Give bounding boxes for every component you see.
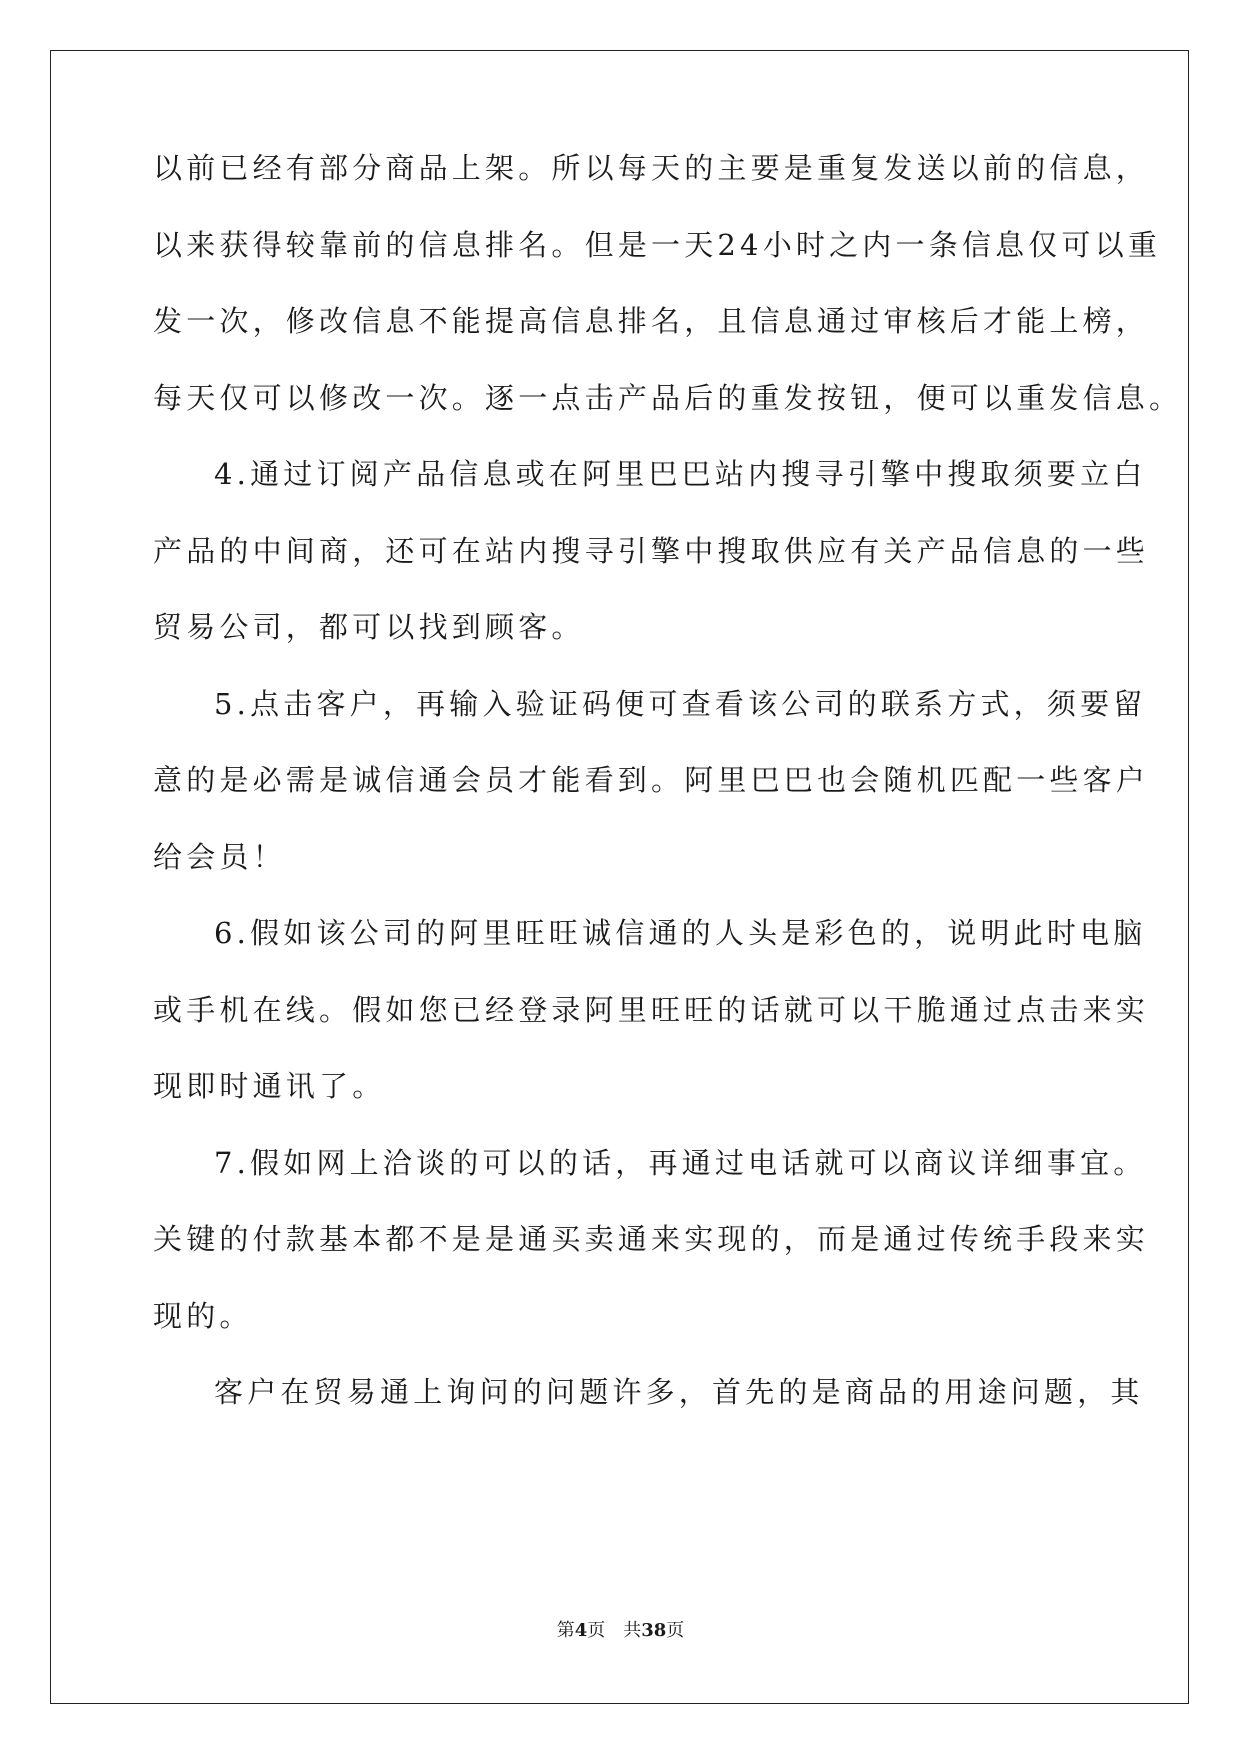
- text-line: 现即时通讯了。: [153, 1069, 386, 1103]
- text-line: 或手机在线。假如您已经登录阿里旺旺的话就可以干脆通过点击来实: [153, 992, 1150, 1027]
- text-line: 发一次，修改信息不能提高信息排名，且信息通过审核后才能上榜，: [153, 304, 1150, 338]
- text-line: 给会员！: [153, 839, 286, 874]
- total-prefix: 共: [623, 1620, 642, 1641]
- text-line: 关键的付款基本都不是是通买卖通来实现的，而是通过传统手段来实: [153, 1222, 1150, 1256]
- page-prefix: 第: [556, 1620, 575, 1641]
- page-suffix: 页: [587, 1620, 606, 1641]
- text-line: 以来获得较靠前的信息排名。但是一天24小时之内一条信息仅可以重: [153, 227, 1162, 262]
- text-line: 客户在贸易通上询问的问题许多，首先的是商品的用途问题，其: [214, 1375, 1144, 1409]
- page-number: 4: [574, 1620, 588, 1641]
- text-line: 每天仅可以修改一次。逐一点击产品后的重发按钮，便可以重发信息。: [153, 380, 1183, 415]
- page-footer: [0, 1619, 1241, 1643]
- text-line: 现的。: [153, 1298, 253, 1333]
- text-line: 6.假如该公司的阿里旺旺诚信通的人头是彩色的，说明此时电脑: [214, 916, 1147, 950]
- total-pages: 38: [641, 1620, 667, 1641]
- text-line: 4.通过订阅产品信息或在阿里巴巴站内搜寻引擎中搜取须要立白: [214, 457, 1147, 491]
- text-line: 贸易公司，都可以找到顾客。: [153, 610, 585, 644]
- total-suffix: 页: [666, 1620, 685, 1641]
- page-border: [50, 50, 1189, 1704]
- text-line: 产品的中间商，还可在站内搜寻引擎中搜取供应有关产品信息的一些: [153, 533, 1150, 568]
- text-line: 意的是必需是诚信通会员才能看到。阿里巴巴也会随机匹配一些客户: [153, 763, 1150, 797]
- text-line: 7.假如网上洽谈的可以的话，再通过电话就可以商议详细事宜。: [214, 1145, 1147, 1180]
- text-line: 5.点击客户，再输入验证码便可查看该公司的联系方式，须要留: [214, 686, 1147, 721]
- text-line: 以前已经有部分商品上架。所以每天的主要是重复发送以前的信息，: [153, 151, 1150, 185]
